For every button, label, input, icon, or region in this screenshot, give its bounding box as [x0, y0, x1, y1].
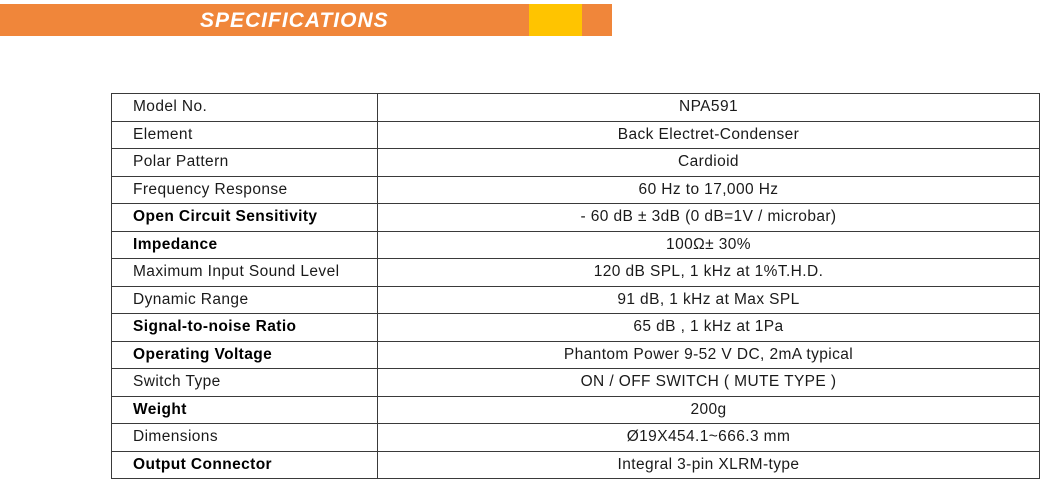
spec-value: Phantom Power 9-52 V DC, 2mA typical [378, 341, 1040, 369]
table-row [112, 259, 1040, 287]
table-row [112, 149, 1040, 177]
table-row [112, 341, 1040, 369]
spec-value: 200g [378, 396, 1040, 424]
spec-label: Maximum Input Sound Level [112, 259, 378, 287]
spec-value: 65 dB , 1 kHz at 1Pa [378, 314, 1040, 342]
spec-value: 120 dB SPL, 1 kHz at 1%T.H.D. [378, 259, 1040, 287]
table-row [112, 314, 1040, 342]
spec-value: Integral 3-pin XLRM-type [378, 451, 1040, 479]
spec-value: Back Electret-Condenser [378, 121, 1040, 149]
spec-value: Ø19X454.1~666.3 mm [378, 424, 1040, 452]
spec-label: Output Connector [112, 451, 378, 479]
spec-value: 91 dB, 1 kHz at Max SPL [378, 286, 1040, 314]
specifications-table [111, 93, 1040, 479]
table-row [112, 94, 1040, 122]
spec-value: Cardioid [378, 149, 1040, 177]
table-row [112, 176, 1040, 204]
page-title: SPECIFICATIONS [200, 9, 389, 32]
spec-label: Polar Pattern [112, 149, 378, 177]
spec-label: Signal-to-noise Ratio [112, 314, 378, 342]
table-row [112, 121, 1040, 149]
spec-label: Dynamic Range [112, 286, 378, 314]
table-row [112, 204, 1040, 232]
spec-value: NPA591 [378, 94, 1040, 122]
spec-label: Impedance [112, 231, 378, 259]
spec-value: ON / OFF SWITCH ( MUTE TYPE ) [378, 369, 1040, 397]
table-row [112, 424, 1040, 452]
spec-label: Open Circuit Sensitivity [112, 204, 378, 232]
table-row [112, 286, 1040, 314]
spec-label: Element [112, 121, 378, 149]
header-accent-block [529, 4, 582, 36]
spec-value: 60 Hz to 17,000 Hz [378, 176, 1040, 204]
spec-value: - 60 dB ± 3dB (0 dB=1V / microbar) [378, 204, 1040, 232]
table-row [112, 451, 1040, 479]
spec-value: 100Ω± 30% [378, 231, 1040, 259]
spec-label: Frequency Response [112, 176, 378, 204]
spec-label: Model No. [112, 94, 378, 122]
spec-label: Weight [112, 396, 378, 424]
table-row [112, 231, 1040, 259]
spec-label: Dimensions [112, 424, 378, 452]
spec-label: Switch Type [112, 369, 378, 397]
table-row [112, 369, 1040, 397]
table-row [112, 396, 1040, 424]
spec-label: Operating Voltage [112, 341, 378, 369]
